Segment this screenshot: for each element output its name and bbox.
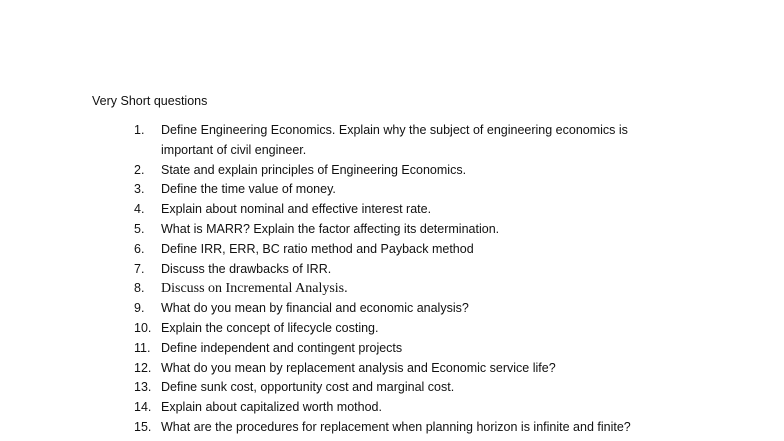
question-number: 1. [134, 123, 145, 137]
question-text: Define IRR, ERR, BC ratio method and Payback method [161, 241, 474, 256]
question-item-11 [134, 339, 754, 359]
question-number: 14. [134, 400, 152, 415]
question-item-5 [134, 220, 754, 240]
question-text: Define the time value of money. [161, 182, 336, 197]
question-number: 12. [134, 360, 152, 375]
question-number: 6. [134, 241, 145, 256]
question-number: 3. [134, 182, 145, 197]
question-number: 4. [134, 202, 145, 217]
question-number: 11. [134, 340, 151, 355]
question-item-1 [134, 121, 754, 161]
question-text: Explain about capitalized worth mothod. [161, 400, 382, 415]
question-text: Explain the concept of lifecycle costing. [161, 320, 379, 335]
question-item-4 [134, 200, 754, 220]
question-text: Discuss the drawbacks of IRR. [161, 261, 332, 276]
question-item-12 [134, 359, 754, 379]
question-number: 2. [134, 162, 145, 177]
question-item-6 [134, 240, 754, 260]
question-number: 8. [134, 281, 145, 296]
question-text: State and explain principles of Engineering Economics. [161, 162, 467, 177]
question-item-15 [134, 418, 754, 438]
question-list [134, 121, 754, 438]
question-text: Discuss on Incremental Analysis. [161, 281, 348, 297]
question-item-8 [134, 279, 754, 299]
question-item-9 [134, 299, 754, 319]
question-number: 5. [134, 221, 145, 236]
question-item-7 [134, 260, 754, 280]
question-number: 13. [134, 380, 152, 395]
question-text: What are the procedures for replacement when planning horizon is infinite and finite? [161, 419, 631, 434]
question-text: What do you mean by financial and economic analysis? [161, 301, 469, 316]
question-number: 7. [134, 261, 145, 276]
question-text: Define independent and contingent projects [161, 340, 403, 355]
question-item-3 [134, 180, 754, 200]
question-number: 15. [134, 419, 152, 434]
section-heading: Very Short questions [92, 94, 208, 108]
question-text: What do you mean by replacement analysis and Economic service life? [161, 360, 556, 375]
question-item-14 [134, 398, 754, 418]
question-number: 10. [134, 320, 152, 335]
question-text: Define Engineering Economics. Explain why the subject of engineering economics is important of civil engineer. [161, 123, 628, 157]
question-text: Define sunk cost, opportunity cost and marginal cost. [161, 380, 455, 395]
question-text: What is MARR? Explain the factor affecting its determination. [161, 221, 500, 236]
question-item-10 [134, 319, 754, 339]
question-number: 9. [134, 301, 145, 316]
question-item-2 [134, 161, 754, 181]
question-item-13 [134, 378, 754, 398]
question-text: Explain about nominal and effective interest rate. [161, 202, 432, 217]
